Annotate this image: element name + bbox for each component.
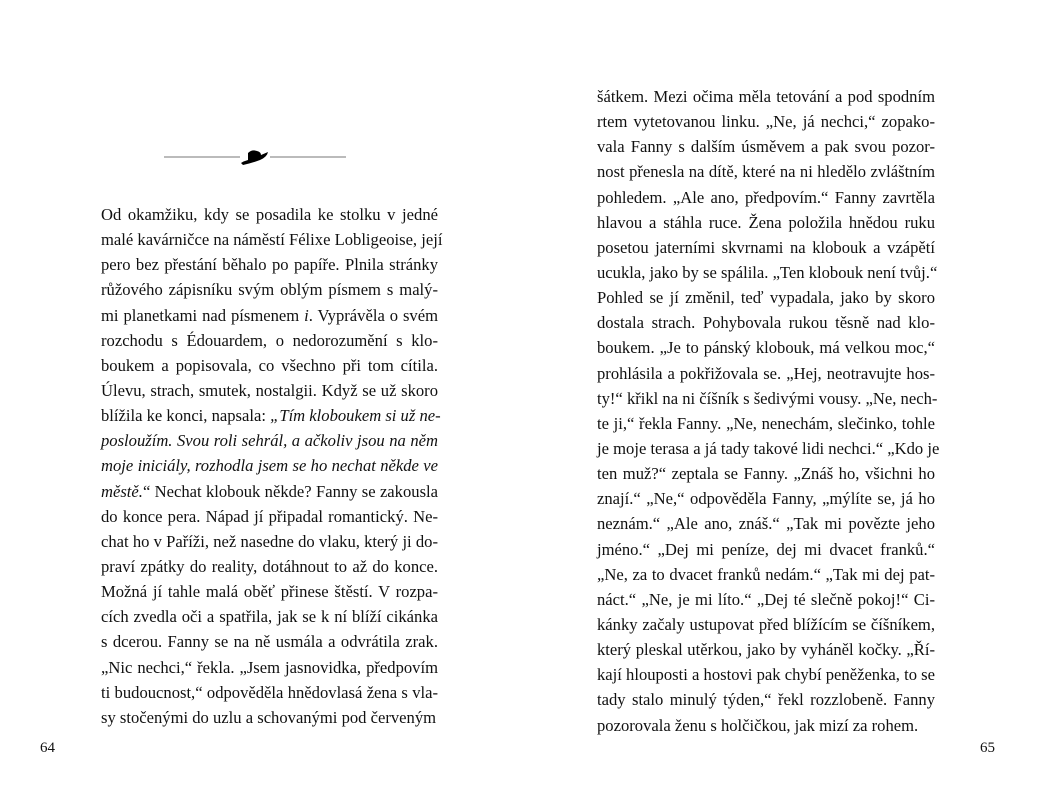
- text-line: [597, 134, 935, 159]
- text-segment: růžového zápisníku svým oblým písmem s malý-: [101, 280, 438, 300]
- text-line: [101, 453, 438, 478]
- text-segment: šátkem. Mezi očima měla tetování a pod spodním: [597, 87, 935, 106]
- text-line: [597, 235, 935, 260]
- text-segment: nost přenesla na dítě, které na ni hledělo zvláštním: [597, 162, 935, 182]
- text-line: [101, 479, 438, 504]
- text-segment: ty!“ křikl na ni číšník s šedivými vousy. „Ne, nech-: [597, 388, 938, 408]
- text-segment: „Nic nechci,“ řekla. „Jsem jasnovidka, předpovím: [101, 657, 438, 677]
- text-line: [597, 587, 935, 612]
- text-line: [597, 185, 935, 210]
- text-line: [101, 705, 438, 730]
- text-segment: ti budoucnost,“ odpověděla hnědovlasá žena s vla-: [101, 682, 438, 702]
- text-segment: te ji,“ řekla Fanny. „Ne, nenechám, slečinko, tohle: [597, 413, 935, 433]
- text-line: [101, 328, 438, 353]
- text-segment: kánky začaly ustupovat před blížícím se číšníkem,: [597, 614, 935, 634]
- text-segment: který pleskal utěrkou, jako by vyháněl kočky. „Ří-: [597, 640, 935, 660]
- text-segment: Pohled se jí změnil, teď vypadala, jako by skoro: [597, 288, 935, 308]
- text-segment: malé kavárničce na náměstí Félixe Lobligeoise, její: [101, 230, 443, 250]
- text-segment: náct.“ „Ne, je mi líto.“ „Dej té slečně pokoj!“ Ci-: [597, 589, 935, 609]
- text-line: [597, 109, 935, 134]
- text-segment: Možná jí tahle malá oběť přinese štěstí. V rozpa-: [101, 582, 438, 602]
- text-line: [597, 335, 935, 360]
- italic-text: městě.: [101, 481, 143, 501]
- text-line: [101, 655, 438, 680]
- text-segment: znají.“ „Ne,“ odpověděla Fanny, „mýlíte se, já ho: [597, 489, 935, 509]
- right-page: [519, 0, 1038, 800]
- text-segment: vala Fanny s dalším úsměvem a pak svou pozor-: [597, 137, 935, 157]
- right-page-text: [597, 84, 940, 738]
- text-line: [101, 353, 438, 378]
- text-segment: je moje terasa a já tady takové lidi nechci.“ „Kdo je: [597, 438, 940, 458]
- text-segment: . Vyprávěla o svém: [308, 305, 438, 325]
- text-segment: ten muž?“ zeptala se Fanny. „Znáš ho, všichni ho: [597, 464, 935, 484]
- text-segment: jméno.“ „Dej mi peníze, dej mi dvacet franků.“: [597, 539, 935, 559]
- italic-text: i: [304, 305, 309, 325]
- text-segment: ucukla, jako by se spálila. „Ten klobouk není tvůj.“: [597, 262, 938, 282]
- text-segment: do konce pera. Nápad jí připadal romantický. Ne-: [101, 506, 438, 526]
- italic-text: posloužím. Svou roli sehrál, a ačkoliv jsou na něm: [101, 431, 438, 451]
- text-line: [101, 227, 443, 252]
- italic-text: „Tím kloboukem si už ne-: [270, 406, 441, 426]
- text-segment: “ Nechat klobouk někde? Fanny se zakousla: [142, 481, 438, 501]
- text-line: [101, 629, 438, 654]
- text-segment: praví zpátky do reality, dotáhnout to až do konce.: [101, 556, 438, 576]
- text-segment: blížila ke konci, napsala:: [101, 406, 271, 426]
- text-segment: pero bez přestání běhalo po papíře. Plnila stránky: [101, 255, 438, 275]
- text-segment: pozorovala ženu s holčičkou, jak mizí za rohem.: [597, 715, 919, 735]
- text-segment: neznám.“ „Ale ano, znáš.“ „Tak mi povězte jeho: [597, 514, 935, 534]
- text-line: [101, 604, 438, 629]
- text-line: [597, 386, 938, 411]
- text-line: [597, 210, 935, 235]
- text-line: [597, 687, 935, 712]
- text-segment: chat ho v Paříži, než nasedne do vlaku, který ji do-: [101, 531, 438, 551]
- hat-ornament-icon: [164, 140, 346, 170]
- page-number-left: 64: [40, 740, 55, 756]
- text-line: [101, 680, 438, 705]
- text-line: [101, 428, 438, 453]
- text-line: [597, 562, 935, 587]
- text-line: [597, 411, 935, 436]
- text-line: [101, 579, 438, 604]
- text-line: [101, 378, 438, 403]
- text-line: [597, 84, 935, 109]
- text-line: [101, 252, 438, 277]
- text-line: [597, 511, 935, 536]
- text-segment: cích zvedla oči a spatřila, jak se k ní blíží cikánka: [101, 607, 438, 627]
- text-line: [101, 202, 438, 227]
- text-line: [597, 260, 938, 285]
- text-segment: mi planetkami nad písmenem: [101, 305, 305, 325]
- text-segment: pohledem. „Ale ano, předpovím.“ Fanny zavrtěla: [597, 187, 935, 207]
- text-segment: „Ne, za to dvacet franků nedám.“ „Tak mi dej pat-: [597, 564, 935, 584]
- text-line: [101, 554, 438, 579]
- text-line: [597, 436, 940, 461]
- text-line: [597, 486, 935, 511]
- text-segment: Úlevu, strach, smutek, nostalgii. Když se už skoro: [101, 380, 438, 400]
- text-line: [597, 637, 935, 662]
- text-segment: dostala strach. Pohybovala rukou těsně nad klo-: [597, 313, 935, 333]
- text-segment: posetou jaterními skvrnami na klobouk a vzápětí: [597, 237, 935, 257]
- text-line: [597, 159, 935, 184]
- text-line: [597, 285, 935, 310]
- text-segment: hlavou a stáhla ruce. Žena položila hnědou ruku: [597, 212, 935, 232]
- text-segment: boukem a popisovala, co všechno při tom cítila.: [101, 355, 438, 375]
- text-line: [101, 529, 438, 554]
- text-line: [597, 361, 935, 386]
- text-segment: kají hlouposti a hostovi pak chybí peněženka, to se: [597, 665, 935, 685]
- text-line: [597, 662, 935, 687]
- page-number-right: 65: [980, 740, 995, 756]
- text-segment: s dcerou. Fanny se na ně usmála a odvrátila zrak.: [101, 632, 438, 652]
- text-segment: rozchodu s Édouardem, o nedorozumění s klo-: [101, 330, 438, 350]
- italic-text: moje iniciály, rozhodla jsem se ho nechat někde ve: [101, 456, 438, 476]
- text-segment: Od okamžiku, kdy se posadila ke stolku v jedné: [101, 205, 438, 224]
- text-line: [101, 403, 441, 428]
- text-segment: tady stalo minulý týden,“ řekl rozzlobeně. Fanny: [597, 690, 935, 710]
- text-segment: prohlásila a pokřižovala se. „Hej, neotravujte hos-: [597, 363, 935, 383]
- text-line: [597, 612, 935, 637]
- text-segment: sy stočenými do uzlu a schovanými pod červeným: [101, 707, 437, 727]
- text-line: [101, 303, 438, 328]
- text-line: [101, 277, 438, 302]
- text-line: [597, 310, 935, 335]
- text-segment: rtem vytetovanou linku. „Ne, já nechci,“ zopako-: [597, 112, 935, 132]
- text-line: [597, 461, 935, 486]
- text-line: [597, 537, 935, 562]
- text-line: [597, 713, 935, 738]
- text-line: [101, 504, 438, 529]
- left-page-text: [101, 202, 443, 730]
- text-segment: boukem. „Je to pánský klobouk, má velkou moc,“: [597, 338, 935, 358]
